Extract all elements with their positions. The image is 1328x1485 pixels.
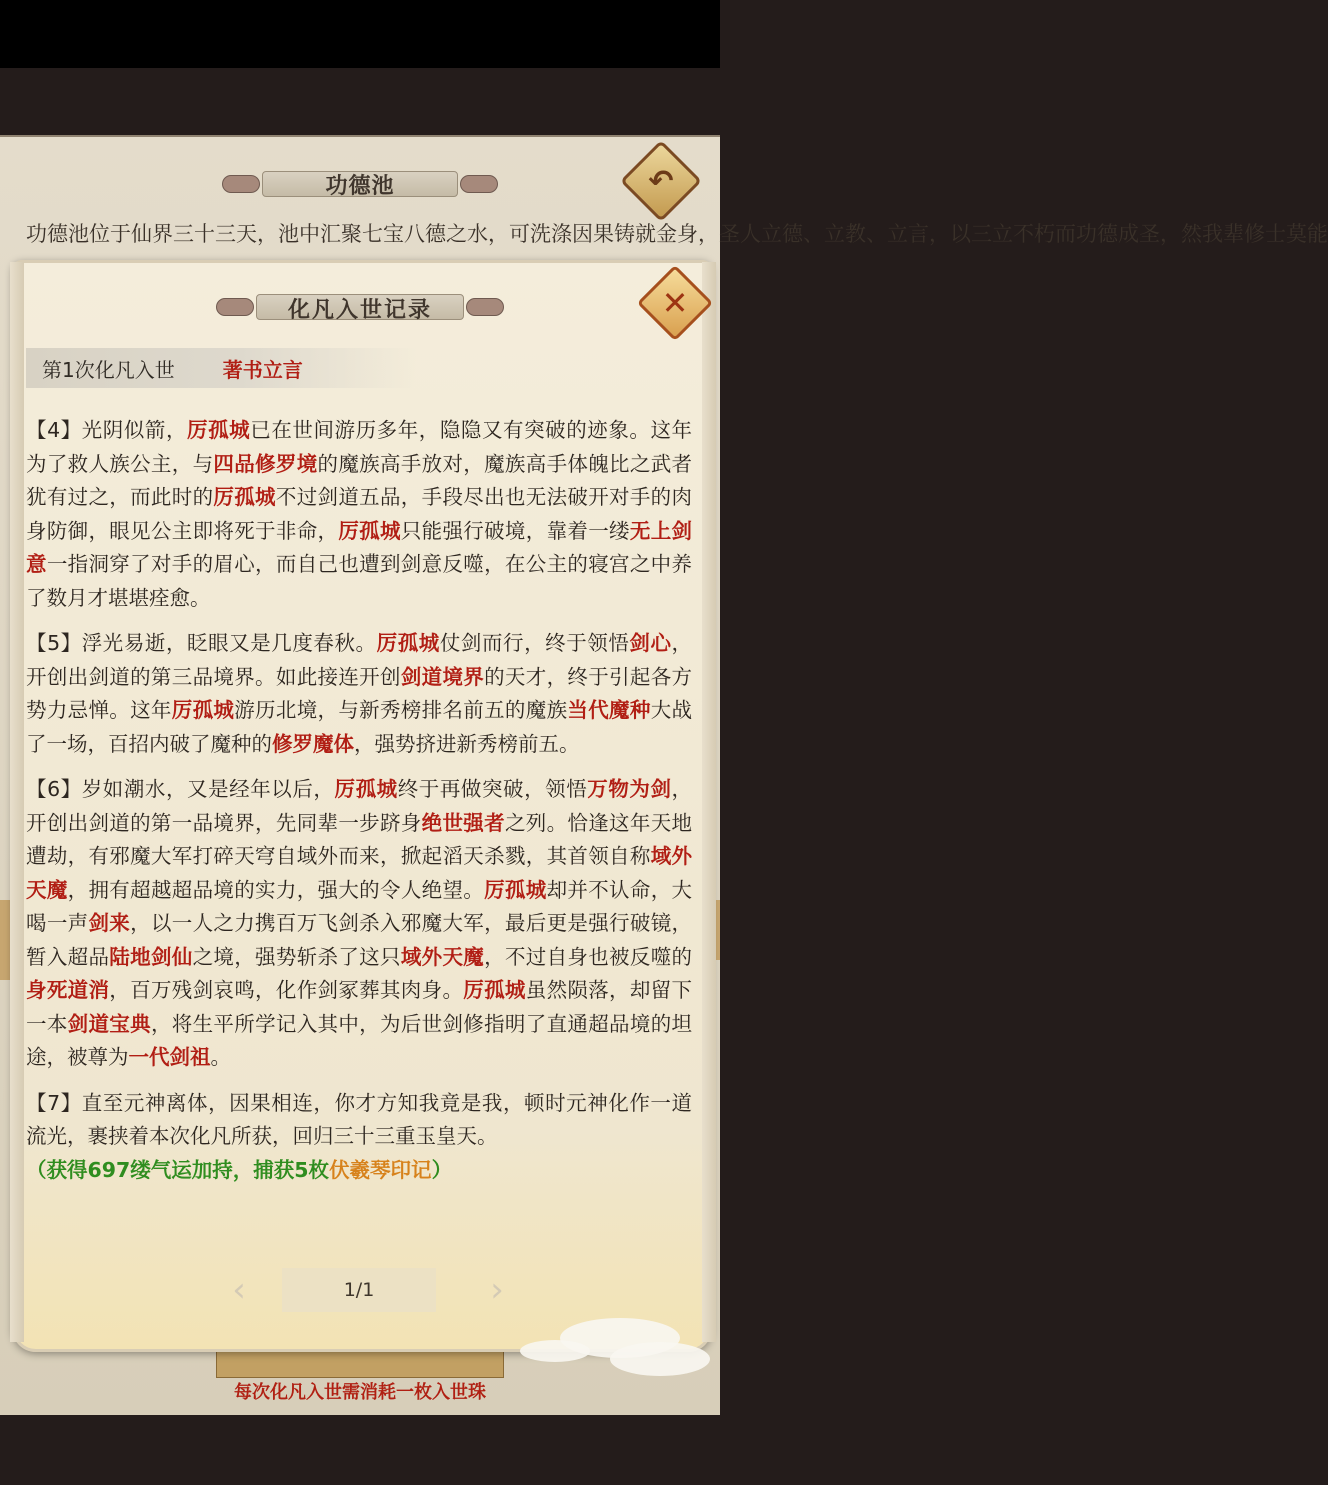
- text-run: 却并不认命，大喝一声: [26, 877, 693, 935]
- text-run: ，开创出剑道的第三品境界。如此接连开创: [26, 631, 693, 689]
- highlight-term: 厉孤城: [484, 877, 547, 902]
- text-run: ，不过自身也被反噬的: [484, 944, 693, 969]
- highlight-term: 域外天魔: [26, 844, 693, 902]
- text-run: 终于再做突破，领悟: [397, 777, 588, 801]
- text-run: ，将生平所学记入其中，为后世剑修指明了直通超品境的坦途，被尊为: [26, 1011, 693, 1069]
- scroll-end-left: [222, 175, 260, 193]
- text-run: 之境，强势斩杀了这只: [192, 944, 401, 969]
- reward-prefix: （获得697缕气运加持，捕获5枚: [26, 1157, 330, 1182]
- highlight-term: 厉孤城: [463, 978, 526, 1002]
- scroll-roll-left: [10, 262, 24, 1342]
- highlight-term: 绝世强者: [421, 810, 505, 835]
- background-description: 功德池位于仙界三十三天，池中汇聚七宝八德之水，可洗涤因果铸就金身，圣人立德、立教、立言，以三立不朽而功德成圣，然我辈修士莫能: [26, 222, 1328, 246]
- highlight-term: 剑来: [88, 911, 131, 935]
- text-run: ，拥有超越超品境的实力，强大的令人绝望。: [67, 877, 485, 902]
- cloud-decoration: [610, 1342, 710, 1376]
- highlight-term: 四品修罗境: [213, 451, 318, 476]
- text-run: ，以一人之力携百万飞剑杀入邪魔大军，最后更是强行破镜，暂入超品: [26, 911, 693, 969]
- text-run: 之列。恰逢这年天地遭劫，有邪魔大军打碎天穹自域外而来，掀起滔天杀戮，其首领自称: [26, 810, 693, 868]
- back-arrow-icon[interactable]: ↶: [648, 163, 674, 199]
- highlight-term: 厉孤城: [171, 698, 235, 722]
- highlight-term: 剑道宝典: [67, 1011, 151, 1036]
- modal-title: 化凡入世记录: [287, 297, 432, 323]
- highlight-term: 剑道境界: [400, 664, 485, 689]
- text-run: 不过剑道五品，手段尽出也无法破开对手的肉身防御，眼见公主即将死于非命，: [26, 485, 693, 543]
- text-run: 游历北境，与新秀榜排名前五的魔族: [234, 698, 568, 722]
- highlight-term: 陆地剑仙: [109, 944, 193, 969]
- text-run: 虽然陨落，却留下一本: [26, 978, 693, 1036]
- modal-scroll-end-right: [466, 298, 504, 316]
- pager: [0, 1266, 720, 1314]
- text-run: 【4】光阴似箭，: [26, 418, 188, 442]
- entry-type: 著书立言: [222, 357, 303, 382]
- modal-scroll-end-left: [216, 298, 254, 316]
- chevron-left-icon[interactable]: ‹: [232, 1270, 246, 1310]
- highlight-term: 剑心: [629, 631, 672, 655]
- highlight-term: 当代魔种: [567, 698, 651, 722]
- reward-suffix: ）: [431, 1157, 453, 1182]
- entry-number: 第1次化凡入世: [42, 357, 175, 382]
- chevron-right-icon[interactable]: ›: [490, 1270, 504, 1310]
- text-run: ，强势挤进新秀榜前五。: [354, 731, 580, 756]
- text-run: 一指洞穿了对手的眉心，而自己也遭到剑意反噬，在公主的寝宫之中养了数月才堪堪痊愈。: [26, 552, 693, 610]
- text-run: ，开创出剑道的第一品境界，先同辈一步跻身: [26, 777, 693, 835]
- record-paragraph-7: [26, 1087, 692, 1188]
- paragraph-7-text: [26, 1091, 692, 1149]
- cost-note: 每次化凡入世需消耗一枚入世珠: [234, 1382, 486, 1403]
- highlight-term: 万物为剑: [587, 777, 672, 801]
- highlight-term: 修罗魔体: [272, 731, 354, 756]
- highlight-term: 厉孤城: [376, 631, 440, 655]
- record-paragraph-5: [26, 627, 692, 761]
- text-run: 的魔族高手放对，魔族高手体魄比之武者犹有过之，而此时的: [26, 451, 693, 509]
- background-title-bar: [222, 163, 498, 205]
- highlight-term: 厉孤城: [334, 777, 398, 801]
- text-run: 。: [210, 1045, 231, 1069]
- text-run: 只能强行破境，靠着一缕: [400, 518, 630, 543]
- highlight-term: 身死道消: [26, 978, 110, 1002]
- text-run: 【5】浮光易逝，眨眼又是几度春秋。: [26, 631, 377, 655]
- record-paragraph-6: [26, 773, 692, 1075]
- close-icon[interactable]: ✕: [661, 284, 689, 322]
- text-run: ，百万残剑哀鸣，化作剑冢葬其肉身。: [109, 978, 464, 1002]
- reward-line: [26, 1158, 452, 1182]
- entry-header: [26, 348, 416, 388]
- text-run: 【6】岁如潮水，又是经年以后，: [26, 777, 335, 801]
- scroll-roll-right: [702, 262, 716, 1342]
- page-indicator: 1/1: [343, 1279, 375, 1301]
- highlight-term: 一代剑祖: [128, 1045, 211, 1069]
- highlight-term: 无上剑意: [26, 518, 693, 576]
- modal-title-bar: [216, 286, 504, 330]
- background-title: 功德池: [325, 173, 395, 199]
- text-run: 已在世间游历多年，隐隐又有突破的迹象。这年为了救人族公主，与: [26, 418, 693, 476]
- text-run: 大战了一场，百招内破了魔种的: [26, 698, 693, 756]
- highlight-term: 厉孤城: [213, 485, 276, 509]
- cloud-decoration: [520, 1340, 590, 1362]
- record-paragraph-4: [26, 414, 692, 615]
- record-content: [26, 414, 692, 1224]
- highlight-term: 厉孤城: [338, 518, 401, 543]
- highlight-term: 厉孤城: [187, 418, 251, 442]
- status-bar: [0, 0, 720, 68]
- text-run: 的天才，终于引起各方势力忌惮。这年: [26, 664, 693, 722]
- reward-item: 伏羲琴印记: [329, 1157, 432, 1182]
- text-run: 仗剑而行，终于领悟: [439, 631, 630, 655]
- highlight-term: 域外天魔: [400, 944, 485, 969]
- scroll-end-right: [460, 175, 498, 193]
- text-run: 【7】直至元神离体，因果相连，你才方知我竟是我，顿时元神化作一道流光，裹挟着本次化凡所获，回归三十三重玉皇天。: [26, 1090, 692, 1148]
